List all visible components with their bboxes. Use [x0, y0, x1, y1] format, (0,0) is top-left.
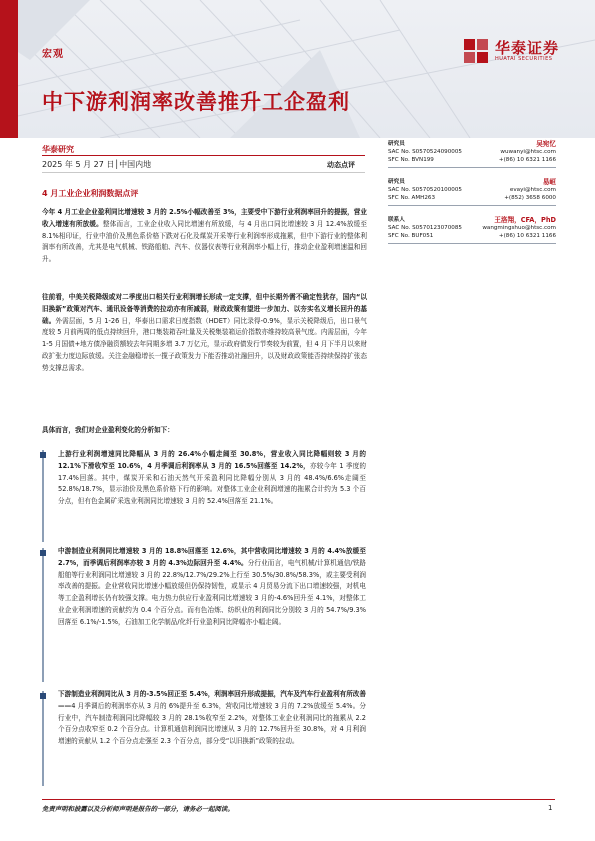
analyst-sac: SAC No. S0570123070085: [388, 225, 462, 231]
analyst-phone: +(86) 10 6321 1166: [498, 233, 556, 239]
bullet-3-body: 4 月季调后的利润率亦从 3 月的 6%提升至 6.3%，营收同比增速较 3 月的 7.2%放缓至 5.4%。分行业中，汽车制造利润同比降幅较 3 月的 28.1%收窄至 2.2%，对整体工业企业利润同比的拖累从 2.2 个百分点收窄至 0.2 个百分点。计算机通信利润同比增速从 3 月的 12.7%回升至 30.8%，对 4 月利润增速的贡献从 1.2 个百分点走强至 2.3 个百分点，部分受“以旧换新”政策的拉动。: [58, 701, 366, 746]
report-title: 中下游利润率改善推升工企盈利: [42, 90, 350, 114]
paragraph-1-body: 整体而言，工业企业收入同比增速有所放缓，与 4 月出口同比增速较 3 月 12.4%放缓至 8.1%相印证，行业中油价及黑色系价格下跌对石化及煤炭开采等行业利润率形成拖累，但中下游行业的整体利润率有所改善，尤其是电气机械、铁路船舶、汽车、仪器仪表等行业利润率小幅上行，推动企业盈利增速温和回升。: [42, 219, 367, 264]
analyst-phone: +(852) 3658 6000: [504, 195, 556, 201]
analyst-panel: [388, 138, 556, 244]
bullet-item-2: [58, 546, 366, 629]
analyst-sac: SAC No. S0570520100005: [388, 187, 462, 193]
divider-red: [42, 155, 365, 156]
bullet-3-marker: [40, 693, 46, 699]
analyst-sac: SAC No. S0570524090005: [388, 149, 462, 155]
bullet-3-lead: 下游制造业利润同比从 3 月的-3.5%回正至 5.4%，利润率回升形成提振，汽车及汽车行业盈利有所改善——: [58, 690, 366, 710]
analyst-sfc: SFC No. BUF051: [388, 233, 434, 239]
paragraph-2-body: 外需层面，5 月 1-26 日，华泰出口需求日度指数（HDET）同比录得-0.9%，显示关税降级后，出口景气度较 5 月前两周的低点持续回升，港口集装箱吞吐量及关税集装箱运价指数亦维持较高景气度。内需层面，今年 1-5 月国债+地方债净融资额较去年同期多增 3.7 万亿元，显示政府债发行节奏较为前置，但 4 月下半月以来财政扩张力度边际放缓。关注金融稳增长一揽子政策发力下能否推动社融回升，以及财政政策能否持续保持扩张态势支撑总需求。: [42, 316, 367, 372]
paragraph-2-lead: 往前看，中美关税降级或对二季度出口相关行业利润增长形成一定支撑，但中长期外需不确定性犹存，国内“以旧换新”政策对汽车、通讯设备等消费的拉动亦有所减弱，财政政策有望进一步加力、以夯实名义增长回升的基础。: [42, 293, 367, 325]
header-accent-bar: [0, 0, 18, 138]
bullet-1-lead: 上游行业利润增速同比降幅从 3 月的 26.4%小幅走阔至 30.8%，营业收入同比降幅则较 3 月的 12.1%下滑收窄至 10.6%，4 月季调后利润率从 3 月的 16.5%回落至 14.2%，: [58, 450, 366, 470]
research-label: 华泰研究: [42, 145, 74, 154]
analyst-card: [388, 176, 556, 206]
report-category: 宏观: [42, 49, 64, 60]
bullet-2-body: 分行业而言，电气机械/计算机通信/铁路船舶等行业利润同比增速较 3 月的 22.8%/12.7%/29.2%上行至 30.5%/30.8%/58.3%，或主要受利润率改善的提振。企业营收同比增速小幅放缓但仍保持韧性，或显示 4 月贸易分流下出口增速较强，对机电等工企盈利增长仍有较强支撑。电力热力供应行业盈利同比增速较 3 月的-4.6%回升至 4.1%，对整体工业企业利润增速的贡献约为 0.4 个百分点。而有色冶炼、纺织业的利润同比分别较 3 月的 54.7%/9.3%回落至 6.1%/-1.5%，石油加工化学制品/化纤行业盈利同比降幅亦小幅走阔。: [58, 558, 366, 626]
analyst-role: 研究员: [388, 141, 405, 147]
analyst-sfc: SFC No. BVN199: [388, 157, 434, 163]
analyst-email[interactable]: wangmingshuo@htsc.com: [482, 225, 556, 231]
footer-disclaimer: 免责声明和披露以及分析师声明是报告的一部分，请务必一起阅读。: [42, 805, 234, 813]
analyst-name: 吴宛忆: [536, 140, 556, 148]
bullet-2-marker: [40, 550, 46, 556]
huatai-logo-icon: [463, 38, 489, 64]
analyst-role: 联系人: [388, 217, 405, 223]
analyst-card: [388, 214, 556, 244]
bullet-2-lead: 中游制造业利润同比增速较 3 月的 18.8%回落至 12.6%，其中营收同比增速较 3 月的 4.4%放缓至 2.7%，而季调后利润率亦较 3 月的 4.3%边际回升至 4.4%。: [58, 547, 366, 567]
analyst-phone: +(86) 10 6321 1166: [498, 157, 556, 163]
bullet-3-rule: [42, 691, 44, 786]
section-heading: 4 月工业企业利润数据点评: [42, 189, 139, 198]
report-type: 动态点评: [327, 161, 355, 169]
analyst-role: 研究员: [388, 179, 405, 185]
page-number: 1: [548, 804, 553, 812]
analyst-name: 易峘: [542, 178, 556, 186]
paragraph-3-lead: 具体而言，我们对企业盈利变化的分析如下：: [42, 426, 174, 434]
paragraph-2: [42, 292, 367, 375]
report-header: [0, 0, 595, 138]
paragraph-1: [42, 207, 367, 266]
analyst-card: [388, 138, 556, 168]
bullet-item-1: [58, 449, 366, 508]
company-logo: [463, 38, 559, 64]
analyst-sfc: SFC No. AMH263: [388, 195, 436, 201]
bullet-1-rule: [42, 450, 44, 542]
paragraph-3: [42, 425, 367, 437]
logo-chinese-text: 华泰证券: [495, 38, 560, 57]
footer-divider: [42, 799, 555, 800]
analyst-name: 王洛翔，CFA，PhD: [494, 216, 556, 224]
divider-gray: [42, 172, 365, 173]
paragraph-1-lead: 今年 4 月工业企业盈利同比增速较 3 月的 2.5%小幅改善至 3%，主要受中下游行业利润率回升的提振，营业收入增速有所放缓。: [42, 208, 367, 228]
bullet-2-rule: [42, 548, 44, 682]
header-background-pattern: [0, 0, 595, 138]
bullet-1-body: 亦较今年 1 季度的 17.4%回落。其中，煤炭开采和石油天然气开采盈利同比降幅分别从 3 月的 48.4%/6.6%走阔至 52.8%/18.7%，显示油价及黑色系价格下行的影响。对整体工业企业利润增速的拖累合计约为 5.3 个百分点，但有色金属矿采选业利润同比增速较 3 月的 52.4%回落至 21.1%。: [58, 461, 366, 506]
bullet-1-marker: [40, 452, 46, 458]
report-date: 2025 年 5 月 27 日│中国内地: [42, 160, 152, 169]
bullet-item-3: [58, 689, 366, 748]
analyst-email[interactable]: evayi@htsc.com: [509, 187, 556, 193]
analyst-email[interactable]: wuwanyi@htsc.com: [500, 149, 556, 155]
logo-english-text: HUATAI SECURITIES: [495, 55, 553, 62]
